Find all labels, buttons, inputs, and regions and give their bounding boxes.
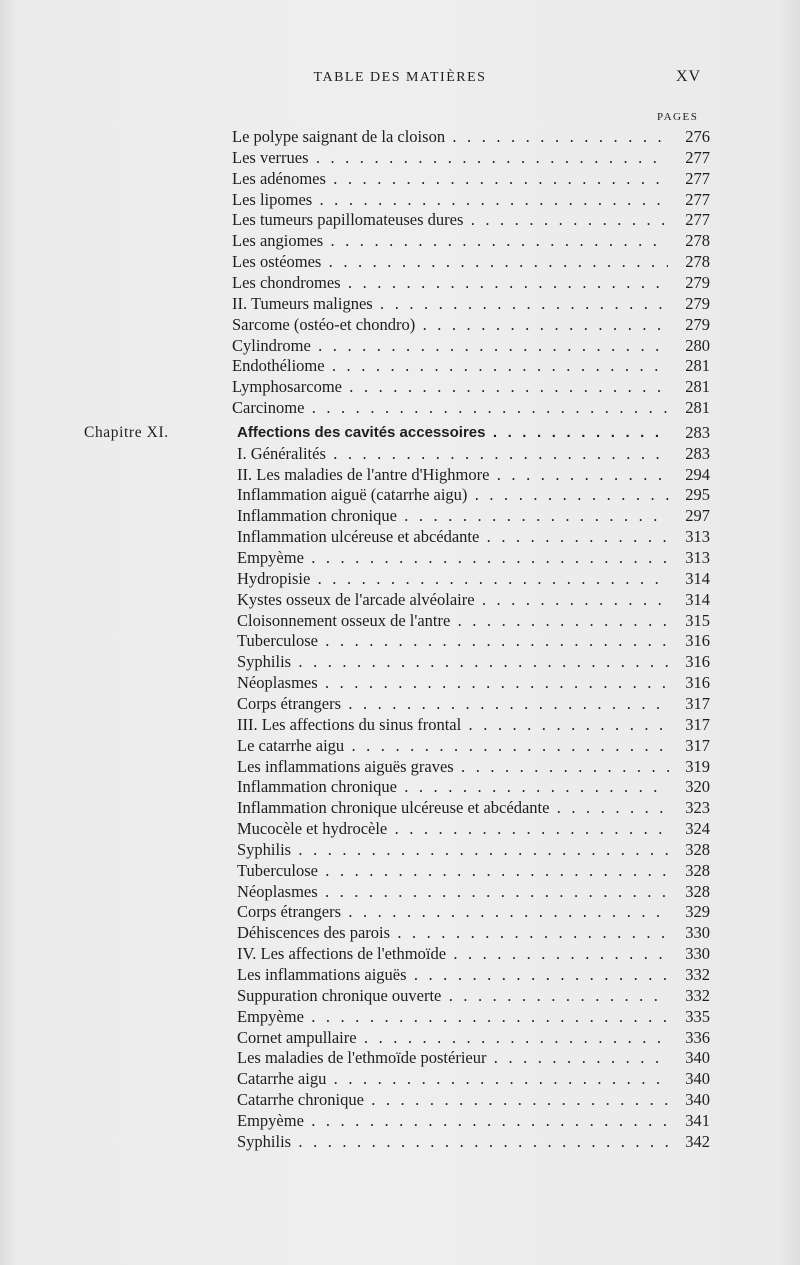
toc-entry-title: Les verrues . . . [232, 147, 668, 168]
toc-entry-title: I. Généralités . . . [237, 443, 669, 464]
toc-entry [0, 1047, 800, 1068]
toc-entry-title: Inflammation aiguë (catarrhe aigu) . . . [237, 484, 669, 505]
toc-entry [0, 422, 800, 443]
toc-entry-title: Les ostéomes . . . [232, 251, 668, 272]
toc-entry-title: II. Les maladies de l'antre d'Highmore . . . [237, 464, 669, 485]
toc-entry [0, 443, 800, 464]
toc-entry-title: Les chondromes . . . [232, 272, 668, 293]
toc-entry-title: Cornet ampullaire . . . [237, 1027, 669, 1048]
toc-entry-title: Endothéliome . . . [232, 355, 668, 376]
toc-entry-title: Corps étrangers . . . [237, 901, 669, 922]
toc-entry [0, 355, 800, 376]
toc-entry [0, 610, 800, 631]
toc-entry [0, 526, 800, 547]
toc-entry-page: 328 [685, 860, 710, 880]
toc-entry-title: II. Tumeurs malignes . . . [232, 293, 668, 314]
toc-entry [0, 1068, 800, 1089]
toc-entry [0, 147, 800, 168]
toc-entry-page: 328 [685, 839, 710, 859]
toc-entry [0, 651, 800, 672]
toc-entry-page: 314 [685, 589, 710, 609]
toc-entry [0, 293, 800, 314]
toc-entry-title: Mucocèle et hydrocèle . . . [237, 818, 669, 839]
toc-entry-page: 328 [685, 881, 710, 901]
toc-entry-title: Corps étrangers . . . [237, 693, 669, 714]
toc-entry-page: 313 [685, 548, 710, 567]
toc-entry [0, 964, 800, 985]
toc-entry-title: Hydropisie . . . [237, 568, 669, 589]
toc-entry-title: Les inflammations aiguës . . . [237, 964, 669, 985]
toc-entry-page: 278 [685, 252, 710, 272]
toc-entry [0, 126, 800, 147]
toc-entry-title: Empyème . . . [237, 547, 669, 568]
running-head-title: TABLE DES MATIÈRES [313, 70, 487, 85]
toc-entry [0, 484, 800, 505]
toc-entry-page: 330 [685, 923, 710, 943]
toc-entry-title: Syphilis . . . [237, 839, 669, 860]
toc-entry-page: 281 [685, 377, 710, 397]
toc-entry-page: 278 [685, 231, 710, 251]
toc-entry [0, 922, 800, 943]
toc-entry-title: Le catarrhe aigu . . . [237, 735, 669, 756]
toc-entry-page: 320 [685, 777, 710, 797]
toc-entry-page: 280 [685, 335, 710, 355]
toc-entry-page: 283 [685, 422, 710, 442]
toc-entry-title: III. Les affections du sinus frontal . . . [237, 714, 669, 735]
toc-entry-page: 342 [685, 1131, 710, 1151]
toc-entry [0, 589, 800, 610]
toc-entry [0, 672, 800, 693]
toc-entry [0, 376, 800, 397]
toc-entry-title: Catarrhe chronique . . . [237, 1089, 669, 1110]
toc-entry-title: Carcinome . . . [232, 397, 668, 418]
toc-entry [0, 209, 800, 230]
toc-entry-page: 279 [685, 314, 710, 334]
toc-entry [0, 901, 800, 922]
toc-entry [0, 693, 800, 714]
toc-entry-page: 332 [685, 965, 710, 984]
toc-entry [0, 464, 800, 485]
toc-entry-title: Syphilis . . . [237, 651, 669, 672]
toc-entry [0, 168, 800, 189]
toc-entry-page: 277 [685, 210, 710, 230]
toc-entry [0, 1110, 800, 1131]
toc-entry-page: 336 [685, 1027, 710, 1047]
toc-entry [0, 735, 800, 756]
toc-entry-page: 340 [685, 1048, 710, 1068]
toc-entry-page: 279 [685, 272, 710, 292]
toc-entry-page: 340 [685, 1090, 710, 1110]
toc-entry-page: 317 [685, 693, 710, 713]
toc-entry-title: Empyème . . . [237, 1110, 669, 1131]
toc-entry-page: 315 [685, 610, 710, 630]
toc-entry [0, 230, 800, 251]
toc-entry-title: Catarrhe aigu . . . [237, 1068, 669, 1089]
pages-column-label: PAGES [657, 111, 699, 123]
toc-entry-title: Lymphosarcome . . . [232, 376, 668, 397]
toc-entry-title: Suppuration chronique ouverte . . . [237, 985, 669, 1006]
toc-entry-page: 335 [685, 1006, 710, 1026]
chapter-label: Chapitre XI. [84, 423, 169, 441]
toc-entry-page: 277 [685, 189, 710, 209]
toc-entry-page: 340 [685, 1069, 710, 1089]
toc-entry-page: 277 [685, 168, 710, 188]
toc-entry [0, 860, 800, 881]
toc-entry-page: 324 [685, 819, 710, 839]
toc-entry [0, 756, 800, 777]
toc-entry-title: Les angiomes . . . [232, 230, 668, 251]
page-folio: XV [676, 68, 702, 85]
toc-entry-title: Inflammation chronique . . . [237, 776, 669, 797]
toc-entry [0, 568, 800, 589]
toc-entry-page: 330 [685, 944, 710, 964]
toc-entry-title: Tuberculose . . . [237, 860, 669, 881]
toc-entry [0, 1131, 800, 1152]
toc-entry-title: Inflammation chronique . . . [237, 505, 669, 526]
toc-entry-page: 341 [685, 1110, 710, 1130]
toc-entry-page: 279 [685, 293, 710, 313]
toc-entry [0, 335, 800, 356]
toc-entry [0, 251, 800, 272]
toc-entry [0, 547, 800, 568]
toc-entry [0, 797, 800, 818]
toc-entry [0, 314, 800, 335]
toc-entry-title: Les inflammations aiguës graves . . . [237, 756, 669, 777]
toc-entry [0, 1006, 800, 1027]
toc-entry-title: Néoplasmes . . . [237, 672, 669, 693]
toc-entry [0, 839, 800, 860]
toc-entry-page: 313 [685, 527, 710, 547]
toc-entry-page: 319 [685, 756, 710, 776]
toc-entry-title: Affections des cavités accessoires . . . [237, 422, 669, 443]
toc-entry-page: 316 [685, 673, 710, 693]
toc-entry-page: 314 [685, 568, 710, 588]
toc-entry-title: Empyème . . . [237, 1006, 669, 1027]
toc-entry-title: Les maladies de l'ethmoïde postérieur . . . [237, 1047, 669, 1068]
toc-entry [0, 1089, 800, 1110]
toc-entry-title: Cylindrome . . . [232, 335, 668, 356]
toc-entry-title: Cloisonnement osseux de l'antre . . . [237, 610, 669, 631]
toc-entry [0, 818, 800, 839]
toc-entry-page: 294 [685, 464, 710, 484]
toc-entry-title: Néoplasmes . . . [237, 881, 669, 902]
toc-entry-page: 297 [685, 506, 710, 526]
toc-entry-title: Kystes osseux de l'arcade alvéolaire . . . [237, 589, 669, 610]
toc-entry-page: 276 [685, 127, 710, 146]
toc-entry-page: 283 [685, 443, 710, 463]
toc-entry [0, 1027, 800, 1048]
toc-entry-page: 277 [685, 147, 710, 167]
toc-entry [0, 943, 800, 964]
toc-entry-page: 317 [685, 735, 710, 755]
toc-entry [0, 776, 800, 797]
toc-entry-title: Le polype saignant de la cloison . . . [232, 126, 668, 147]
toc-entry [0, 881, 800, 902]
toc-entry-page: 332 [685, 985, 710, 1005]
toc-entry-page: 329 [685, 902, 710, 922]
toc-entry-page: 281 [685, 398, 710, 418]
toc-entry-title: Sarcome (ostéo-et chondro) . . . [232, 314, 668, 335]
toc-entry-title: Syphilis . . . [237, 1131, 669, 1152]
toc-entry-title: Les tumeurs papillomateuses dures . . . [232, 209, 668, 230]
toc-entry-page: 295 [685, 485, 710, 505]
toc-entry [0, 985, 800, 1006]
toc-entry [0, 714, 800, 735]
toc-entry-title: Inflammation ulcéreuse et abcédante . . . [237, 526, 669, 547]
toc-entry [0, 189, 800, 210]
toc-entry-page: 316 [685, 652, 710, 672]
toc-entry-title: Les adénomes . . . [232, 168, 668, 189]
toc-entry [0, 397, 800, 418]
toc-entry-page: 317 [685, 714, 710, 734]
toc-entry-title: Inflammation chronique ulcéreuse et abcédante . . . [237, 797, 669, 818]
toc-entry-page: 323 [685, 798, 710, 818]
toc-entry-title: Déhiscences des parois . . . [237, 922, 669, 943]
toc-entry-title: Tuberculose . . . [237, 630, 669, 651]
toc-entry-title: Les lipomes . . . [232, 189, 668, 210]
toc-entry [0, 630, 800, 651]
toc-entry-page: 281 [685, 356, 710, 376]
toc-entry [0, 272, 800, 293]
toc-entry-page: 316 [685, 631, 710, 651]
toc-entry-title: IV. Les affections de l'ethmoïde . . . [237, 943, 669, 964]
toc-entry [0, 505, 800, 526]
